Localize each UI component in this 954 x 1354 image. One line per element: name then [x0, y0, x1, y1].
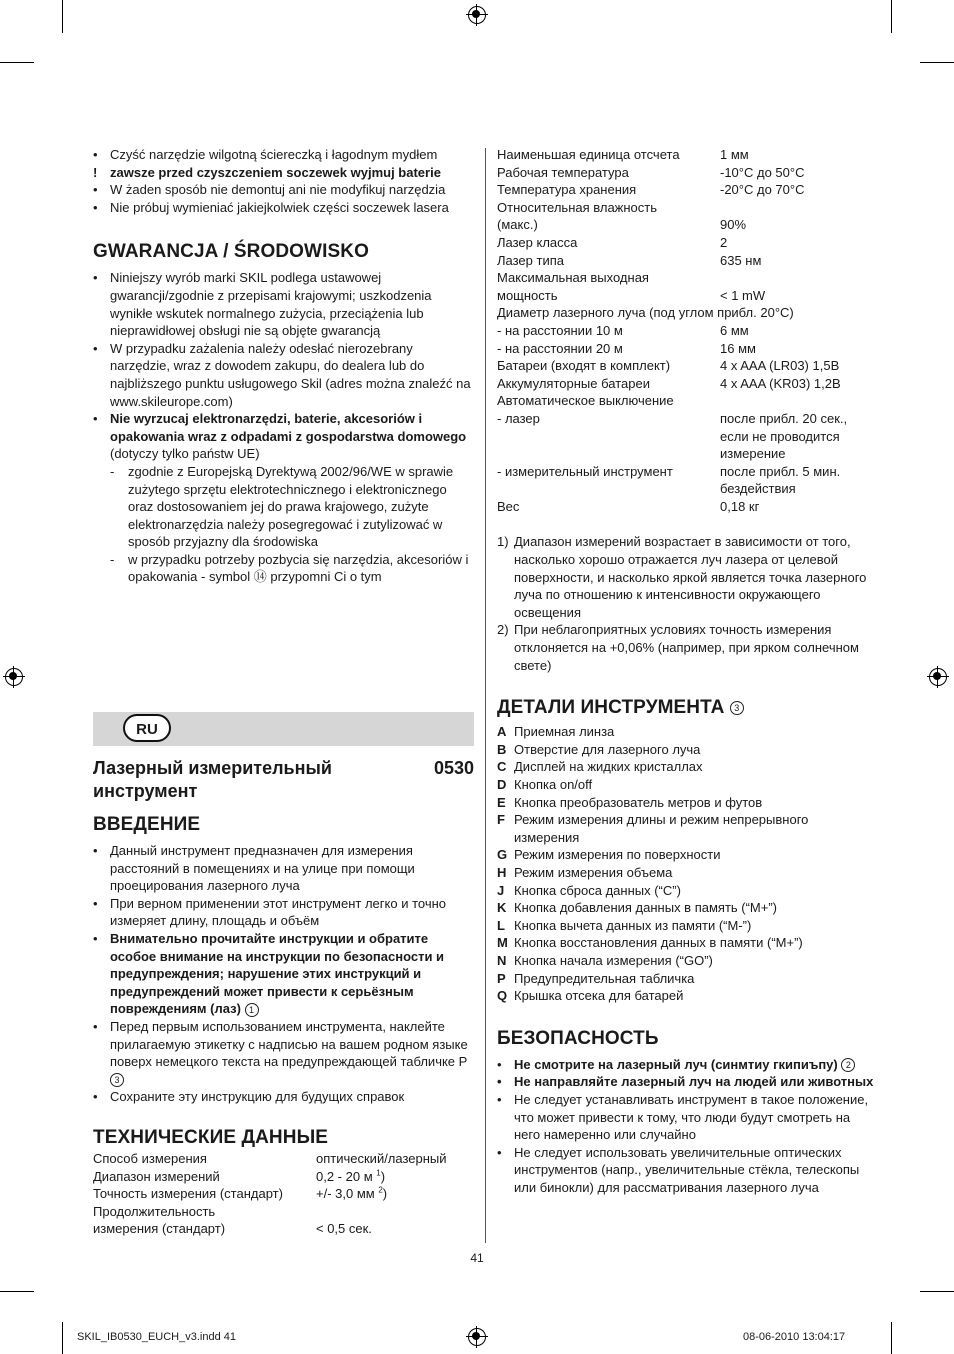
- page-number: 41: [470, 1251, 484, 1265]
- spec-value-text: +/- 3,0 мм: [316, 1186, 375, 1202]
- crop-mark: [891, 1322, 892, 1354]
- part-key: L: [497, 917, 505, 933]
- table-row: [497, 252, 877, 270]
- right-column: [497, 146, 877, 1196]
- spec-value: +/- 3,0 мм $^2$): [316, 1185, 388, 1202]
- list-item: • Не следует устанавливать инструмент в такое положение, что может привести к тому, что люди будут смотреть на него намеренно или случайно: [497, 1091, 877, 1144]
- list-item: • W żaden sposób nie demontuj ani nie modyfikuj narzędzia: [93, 181, 474, 199]
- table-row: [93, 1150, 474, 1168]
- list-item-text: w przypadku potrzeby pozbycia się narzędzia, akcesoriów i opakowania - symbol: [128, 551, 469, 585]
- table-row: [497, 146, 877, 164]
- parts-list: [497, 723, 877, 1005]
- table-row: [497, 322, 877, 340]
- parts-list-item: [497, 934, 877, 952]
- part-label: Кнопка on/off: [514, 777, 593, 792]
- table-row: [497, 410, 877, 463]
- footnote-ref: 2: [378, 1185, 383, 1195]
- spec-label: Диапазон измерений: [93, 1168, 220, 1184]
- part-key: F: [497, 812, 505, 828]
- spec-label: Способ измерения: [93, 1150, 207, 1166]
- part-key: D: [497, 777, 507, 792]
- part-key: M: [497, 935, 508, 951]
- parts-list-item: [497, 987, 877, 1005]
- part-key: G: [497, 847, 508, 863]
- warning-mark: !: [93, 164, 98, 180]
- list-item: • Czyść narzędzie wilgotną ściereczką i łagodnym mydłem: [93, 146, 474, 164]
- product-title: [93, 757, 474, 803]
- list-item-text: Не смотрите на лазерный луч (синмтиу гкипиъпу): [514, 1056, 838, 1072]
- table-row: [497, 199, 877, 217]
- part-key: A: [497, 724, 507, 740]
- part-key: P: [497, 970, 506, 986]
- table-row: [497, 234, 877, 252]
- spec-label: - измерительный инструмент: [497, 463, 673, 479]
- product-number: 0530: [433, 758, 474, 778]
- env-warning-bold: Nie wyrzucaj elektronarzędzi, baterie, akcesoriów i opakowania wraz z odpadami z gospodarstwa domowego: [110, 411, 467, 444]
- list-item: [497, 1056, 877, 1074]
- spec-value: -10°C до 50°C: [720, 164, 805, 180]
- part-key: N: [497, 952, 507, 968]
- language-band: [93, 712, 474, 746]
- recycle-symbol-ref: ⑭: [253, 569, 267, 585]
- cleaning-list: [93, 146, 474, 164]
- table-row: [497, 340, 877, 358]
- crop-mark: [62, 1322, 63, 1354]
- part-label: Приемная линза: [514, 724, 615, 740]
- list-item-text: Перед первым использованием инструмента, наклейте прилагаемую этикетку с надписью на вашем родном языке поверх немецкого текста на предупреждающей табличке P: [110, 1018, 468, 1070]
- table-row: [93, 1168, 474, 1186]
- spec-label: Температура хранения: [497, 182, 637, 198]
- part-key: C: [497, 759, 507, 775]
- left-column-polish: [93, 146, 474, 586]
- spec-value: 0,2 - 20 м $^1$): [316, 1168, 386, 1184]
- footnote-text: Диапазон измерений возрастает в зависимости от того, насколько хорошо отражается луч лазера от целевой поверхности, и насколько яркой является точка лазерного луча по отношению к интенсивности окружающего освещения: [514, 534, 867, 620]
- spec-label: Вес: [497, 498, 520, 514]
- list-item-text: Внимательно прочитайте инструкции и обратите особое внимание на инструкции по безопасности и предупреждения; нарушение этих инструкций и предупреждений может привести к серьёзным повреждениям (лаз): [110, 930, 445, 1017]
- list-item: • W przypadku zażalenia należy odesłać nierozebrany narzędzie, wraz z dowodem zakupu, do dealera lub do najbliższego punktu usługowego Skil (adres można znaleźć na www.skileurope.com): [93, 340, 474, 410]
- tech-table: [93, 1150, 474, 1238]
- spec-value: 4 x AAA (KR03) 1,2B: [720, 375, 841, 391]
- list-item: • При верном применении этот инструмент легко и точно измеряет длину, площадь и объём: [93, 895, 474, 930]
- spec-value: 2: [720, 234, 728, 250]
- table-row: [93, 1220, 474, 1238]
- parts-list-item: [497, 899, 877, 917]
- parts-list-item: [497, 758, 877, 776]
- warning-item: [93, 164, 474, 182]
- part-key: Q: [497, 988, 508, 1004]
- list-item: - zgodnie z Europejską Dyrektywą 2002/96/WE w sprawie zużytego sprzętu elektrotechnicznego i elektronicznego oraz dostosowaniem jej do prawa krajowego, zużyte elektronarzędzia należy posegregować i zutylizować w sposób przyjazny dla środowiska: [110, 463, 474, 551]
- spec-label: Автоматическое выключение: [497, 393, 674, 409]
- spec-label: - на расстоянии 20 м: [497, 340, 623, 356]
- spec-value: [720, 269, 877, 287]
- section-heading-text: ДЕТАЛИ ИНСТРУМЕНТА: [497, 697, 725, 719]
- footnote: [497, 533, 877, 621]
- table-row: [497, 287, 877, 305]
- product-title-text: Лазерный измерительный инструмент: [93, 758, 332, 801]
- crop-mark: [62, 0, 63, 33]
- spec-value: после прибл. 5 мин. бездействия: [720, 463, 841, 497]
- spec-label: мощность: [497, 287, 558, 303]
- spec-label: Продолжительность: [93, 1203, 216, 1219]
- list-item: [110, 551, 474, 586]
- table-row: [497, 357, 877, 375]
- spec-label: измерения (стандарт): [93, 1221, 226, 1237]
- footnote: [497, 621, 877, 674]
- table-row: [497, 164, 877, 182]
- part-label: Кнопка начала измерения (“GO”): [514, 952, 713, 968]
- table-row: [497, 269, 877, 287]
- list-item: • Не следует использовать увеличительные оптических инструментов (напр., увеличительные стёкла, телескопы или бинокли) для рассматривания лазерного луча: [497, 1144, 877, 1197]
- spec-value: после прибл. 20 сек., если не проводится измерение: [720, 410, 848, 462]
- footnote-ref: 1: [376, 1168, 381, 1178]
- table-row: [497, 216, 877, 234]
- spec-value: оптический/лазерный: [316, 1150, 447, 1166]
- spec-label: - лазер: [497, 410, 540, 426]
- part-label: Кнопка восстановления данных в памяти (“M+”): [514, 935, 803, 951]
- part-label: Кнопка вычета данных из памяти (“M-”): [514, 917, 752, 933]
- part-label: Кнопка преобразователь метров и футов: [514, 794, 763, 810]
- section-heading-warranty: GWARANCJA / ŚRODOWISKO: [93, 241, 369, 263]
- list-item: • Данный инструмент предназначен для измерения расстояний в помещениях и на улице при помощи проецирования лазерного луча: [93, 842, 474, 895]
- footnote-text: При неблагоприятных условиях точность измерения отклоняется на +0,06% (например, при ярком солнечном свете): [514, 622, 859, 673]
- spec-table: [497, 146, 877, 515]
- crop-mark: [0, 1291, 34, 1292]
- spec-value: 1 мм: [720, 147, 749, 162]
- part-label: Режим измерения объема: [514, 864, 673, 880]
- footnote-number: 1): [497, 534, 509, 550]
- footnotes: [497, 533, 877, 674]
- table-row: [497, 498, 877, 516]
- spec-label: Батареи (входят в комплект): [497, 358, 671, 374]
- spec-label: Наименьшая единица отсчета: [497, 147, 680, 162]
- part-key: E: [497, 794, 506, 810]
- parts-list-item: [497, 794, 877, 812]
- figure-ref-icon: 3: [730, 701, 744, 715]
- spec-label: Диаметр лазерного луча (под углом прибл. 20°C): [497, 305, 794, 321]
- intro-list: [93, 842, 474, 1106]
- spec-value: 90%: [720, 217, 747, 233]
- safety-list: [497, 1056, 877, 1197]
- part-key: J: [497, 882, 505, 898]
- list-item-text: przypomni Ci o tym: [266, 569, 382, 585]
- spec-value: 635 нм: [720, 252, 762, 268]
- list-item: [93, 410, 474, 586]
- part-label: Режим измерения по поверхности: [514, 847, 721, 863]
- part-label: Отверстие для лазерного луча: [514, 741, 701, 757]
- spec-value: -20°C до 70°C: [720, 182, 805, 198]
- cleaning-list-continued: [93, 181, 474, 216]
- figure-ref-icon: 3: [110, 1073, 124, 1087]
- list-item: • Не направляйте лазерный луч на людей или животных: [497, 1073, 877, 1091]
- spec-label: Лазер типа: [497, 252, 564, 268]
- crop-mark: [920, 1291, 954, 1292]
- spec-value: 4 x AAA (LR03) 1,5B: [720, 358, 840, 374]
- list-item: • Сохраните эту инструкцию для будущих справок: [93, 1088, 474, 1106]
- part-label: Кнопка сброса данных (“C”): [514, 882, 681, 898]
- spec-value: 0,18 кг: [720, 498, 760, 514]
- table-row: [93, 1185, 474, 1203]
- spec-value-text: 0,2 - 20 м: [316, 1168, 373, 1184]
- spec-value: [720, 199, 877, 217]
- spec-label: Лазер класса: [497, 234, 578, 250]
- section-heading-tech: ТЕХНИЧЕСКИЕ ДАННЫЕ: [93, 1126, 329, 1148]
- part-label: Дисплей на жидких кристаллах: [514, 759, 703, 775]
- registration-mark-icon: [466, 1326, 488, 1348]
- part-label: Предупредительная табличка: [514, 970, 695, 986]
- part-key: H: [497, 864, 507, 880]
- parts-list-item: [497, 970, 877, 988]
- parts-list-item: [497, 917, 877, 935]
- spec-label: Аккумуляторные батареи: [497, 375, 650, 391]
- list-item: [93, 930, 474, 1018]
- parts-list-item: [497, 952, 877, 970]
- spec-label: Максимальная выходная: [497, 270, 649, 286]
- crop-mark: [891, 0, 892, 33]
- parts-list-item: [497, 776, 877, 794]
- part-label: Режим измерения длины и режим непрерывного измерения: [514, 812, 809, 845]
- list-item: • Nie próbuj wymieniać jakiejkolwiek części soczewek lasera: [93, 199, 474, 217]
- table-row: [497, 181, 877, 199]
- list-item: [93, 1018, 474, 1088]
- figure-ref-icon: 2: [841, 1058, 855, 1072]
- language-badge: RU: [123, 714, 171, 742]
- table-row: [497, 304, 877, 322]
- spec-label: (макс.): [497, 217, 538, 233]
- section-heading-safety: БЕЗОПАСНОСТЬ: [497, 1027, 659, 1049]
- spec-value: 6 мм: [720, 322, 749, 338]
- table-row: [497, 463, 877, 498]
- registration-mark-icon: [927, 666, 949, 688]
- registration-mark-icon: [466, 4, 488, 26]
- figure-ref-icon: 1: [245, 1003, 259, 1017]
- crop-mark: [0, 62, 34, 63]
- footer-date: 08-06-2010 13:04:17: [743, 1331, 846, 1343]
- warranty-list: [93, 269, 474, 586]
- footer-file: SKIL_IB0530_EUCH_v3.indd 41: [77, 1331, 236, 1343]
- spec-value: < 1 mW: [720, 287, 766, 303]
- table-row: [93, 1203, 474, 1221]
- spec-label: Рабочая температура: [497, 164, 629, 180]
- column-divider: [485, 148, 486, 1243]
- env-sublist: [110, 463, 474, 586]
- spec-value: [720, 392, 877, 410]
- parts-list-item: [497, 811, 877, 846]
- part-key: B: [497, 741, 507, 757]
- spec-value: 16 мм: [720, 340, 756, 356]
- spec-value: < 0,5 сек.: [316, 1221, 372, 1237]
- section-heading-intro: ВВЕДЕНИЕ: [93, 814, 201, 835]
- spec-label: - на расстоянии 10 м: [497, 322, 623, 338]
- footnote-number: 2): [497, 622, 509, 638]
- left-column-russian: [93, 813, 474, 1238]
- spec-label: Относительная влажность: [497, 199, 658, 215]
- crop-mark: [920, 62, 954, 63]
- table-row: [497, 392, 877, 410]
- list-item: • Niniejszy wyrób marki SKIL podlega ustawowej gwarancji/zgodnie z przepisami krajowymi; uszkodzenia wynikłe wskutek normalnego zużycia, przeciążenia lub nieprawidłowej obsługi nie są objęte gwarancją: [93, 269, 474, 339]
- spec-value: [316, 1203, 474, 1221]
- parts-list-item: [497, 846, 877, 864]
- env-warning-note: (dotyczy tylko państw UE): [110, 446, 260, 462]
- registration-mark-icon: [3, 666, 25, 688]
- part-label: Крышка отсека для батарей: [514, 988, 684, 1004]
- table-row: [497, 375, 877, 393]
- parts-list-item: [497, 864, 877, 882]
- spec-label: Точность измерения (стандарт): [93, 1186, 283, 1202]
- section-heading-parts: [497, 696, 877, 720]
- part-key: K: [497, 900, 507, 916]
- parts-list-item: [497, 882, 877, 900]
- warning-text: zawsze przed czyszczeniem soczewek wyjmuj baterie: [110, 164, 441, 180]
- parts-list-item: [497, 723, 877, 741]
- parts-list-item: [497, 741, 877, 759]
- part-label: Кнопка добавления данных в память (“M+”): [514, 900, 778, 916]
